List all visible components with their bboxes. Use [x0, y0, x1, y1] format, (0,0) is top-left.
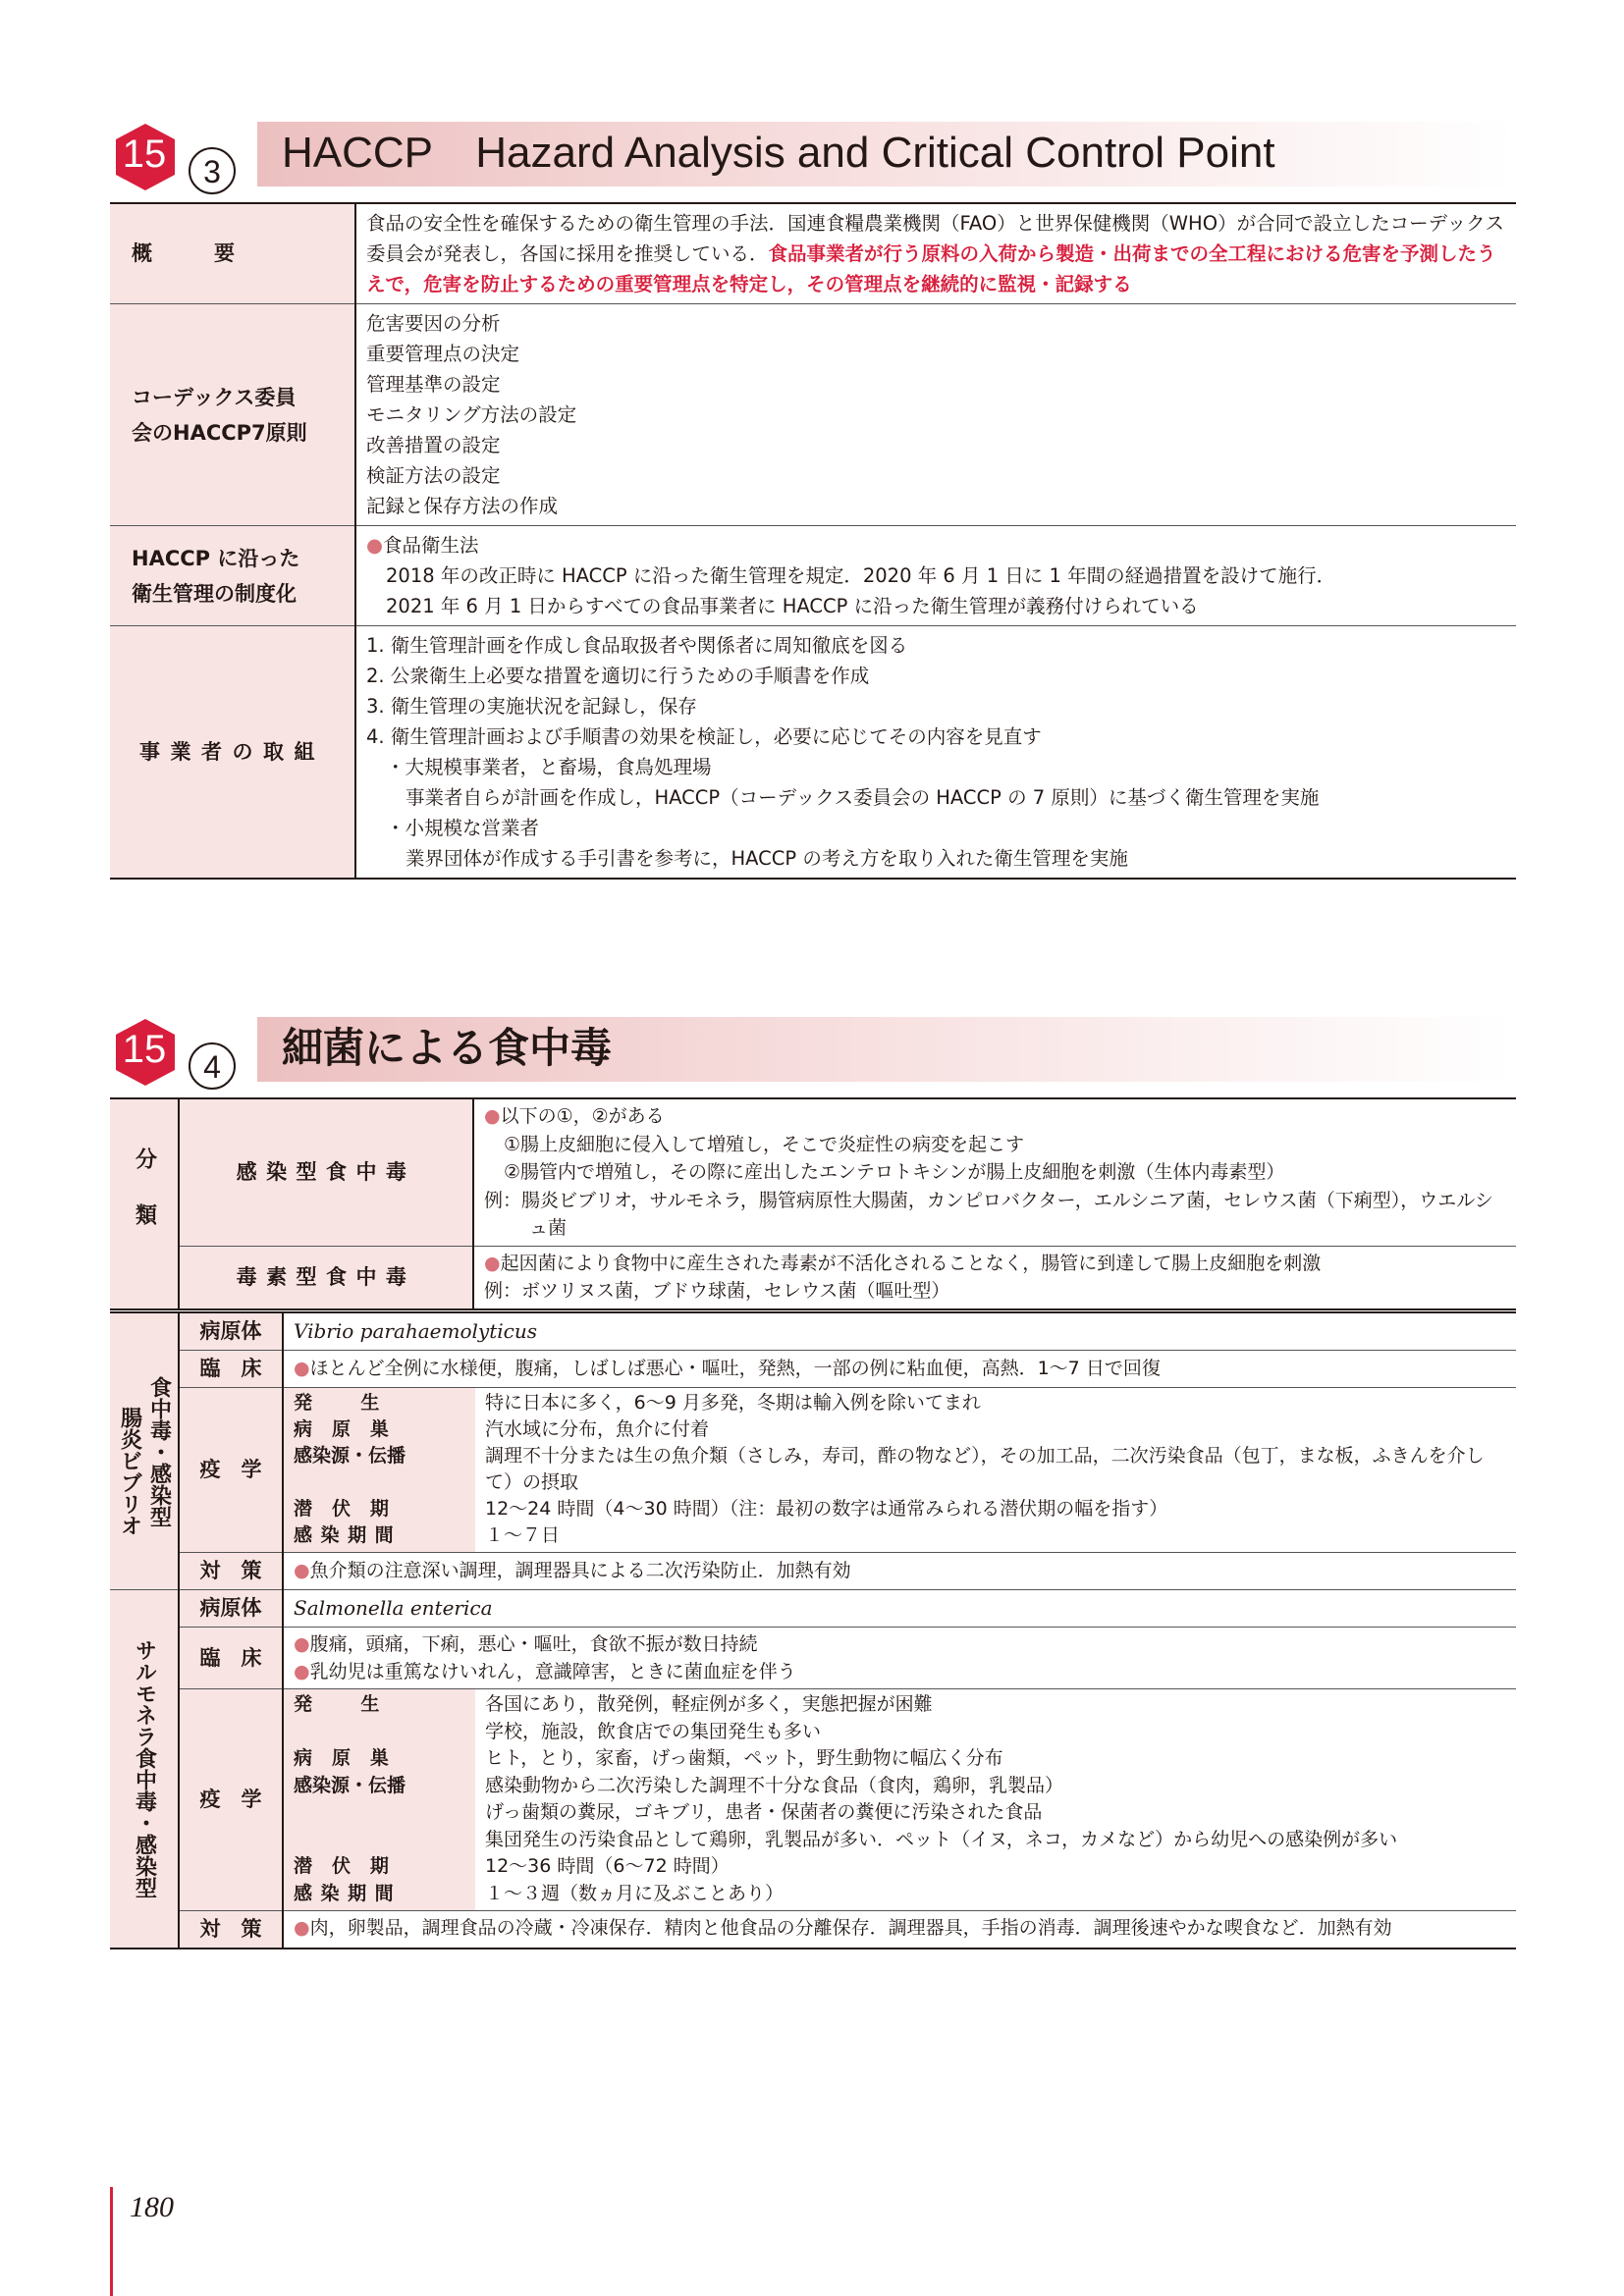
epi-key: 感染期間: [294, 1882, 403, 1904]
classification-table: [110, 1097, 1516, 1310]
system-label-line2: 衛生管理の制度化: [132, 581, 297, 606]
vibrio-measure-row: [110, 1553, 1516, 1590]
vibrio-clinical-text: ほとんど全例に水様便，腹痛，しばしば悪心・嘔吐，発熱，一部の例に粘血便，高熱．1～7 日で回復: [309, 1358, 1161, 1379]
clinical-label: 臨 床: [179, 1628, 283, 1689]
codex-item: 危害要因の分析: [366, 312, 501, 335]
haccp-table: [110, 202, 1516, 880]
bullet-icon: ●: [294, 1917, 310, 1939]
epi-value: ヒト，とり，家畜，げっ歯類，ペット，野生動物に幅広く分布: [485, 1747, 1003, 1769]
salmonella-clinical-line: 乳幼児は重篤なけいれん，意識障害，ときに菌血症を伴う: [309, 1661, 796, 1682]
business-item: 1. 衛生管理計画を作成し食品取扱者や関係者に周知徹底を図る: [366, 634, 908, 657]
pathogen-label: 病原体: [179, 1312, 283, 1351]
infection-row: [110, 1098, 1516, 1246]
codex-item: 管理基準の設定: [366, 373, 501, 396]
toxin-type-label: 毒素型食中毒: [179, 1246, 473, 1309]
codex-item: モニタリング方法の設定: [366, 403, 577, 426]
page-number: 180: [130, 2191, 174, 2223]
section-major-number: 15: [122, 1028, 167, 1071]
system-line: 2021 年 6 月 1 日からすべての食品事業者に HACCP に沿った衛生管理が義務付けられている: [386, 595, 1199, 617]
epi-key: 潜伏期: [294, 1855, 408, 1877]
epi-value: げっ歯類の糞尿，ゴキブリ，患者・保菌者の糞便に汚染された食品: [485, 1801, 1043, 1823]
pathogen-label: 病原体: [179, 1590, 283, 1628]
salmonella-clinical-row: [110, 1628, 1516, 1689]
salmonella-pathogen-row: [110, 1590, 1516, 1628]
epi-value: 特に日本に多く，6～9 月多発，冬期は輸入例を除いてまれ: [485, 1392, 981, 1414]
vibrio-epi-row: [110, 1388, 1516, 1417]
overview-text: 食品の安全性を確保するための衛生管理の手法．国連食糧農業機関（FAO）と世界保健機関（WHO）が合同で設立したコーデックス委員会が発表し，各国に採用を推奨している．: [366, 212, 1504, 265]
measure-label: 対 策: [179, 1553, 283, 1590]
business-label: 事業者の取組: [110, 626, 355, 880]
epi-key: 発生: [294, 1693, 428, 1715]
system-label: [110, 526, 355, 626]
infection-type-label: 感染型食中毒: [179, 1098, 473, 1246]
haccp-codex-row: [110, 304, 1516, 526]
bullet-icon: ●: [294, 1560, 310, 1581]
section-15-4-header: [110, 1011, 1514, 1090]
business-sub-text: 事業者自らが計画を作成し，HACCP（コーデックス委員会の HACCP の 7 原則）に基づく衛生管理を実施: [406, 786, 1320, 809]
business-item: 2. 公衆衛生上必要な措置を適切に行うための手順書を作成: [366, 665, 870, 687]
business-item: 4. 衛生管理計画および手順書の効果を検証し，必要に応じてその内容を見直す: [366, 725, 1042, 748]
salmonella-measure-row: [110, 1911, 1516, 1949]
epi-value: 汽水域に分布，魚介に付着: [485, 1418, 710, 1440]
vibrio-pathogen-row: [110, 1312, 1516, 1351]
bullet-icon: ●: [366, 534, 384, 557]
toxin-line: 起因菌により食物中に産生された毒素が不活化されることなく，腸管に到達して腸上皮細胞を刺激: [500, 1252, 1322, 1274]
codex-item: 重要管理点の決定: [366, 343, 520, 365]
epi-key: 病原巣: [294, 1418, 408, 1440]
vibrio-clinical-row: [110, 1351, 1516, 1388]
overview-label: 概 要: [110, 203, 355, 304]
epi-key: 感染源・伝播: [294, 1774, 406, 1796]
clinical-label: 臨 床: [179, 1351, 283, 1388]
epi-key: 発生: [294, 1392, 428, 1414]
epi-key: 潜伏期: [294, 1498, 408, 1520]
classify-col-label: 分類: [110, 1098, 179, 1309]
section-minor-number: 3: [189, 147, 236, 194]
salmonella-epi-row: [110, 1689, 1516, 1719]
section-title: HACCP Hazard Analysis and Critical Control Point: [282, 129, 1275, 177]
infection-line: 例：腸炎ビブリオ，サルモネラ，腸管病原性大腸菌，カンピロバクター，エルシニア菌，セレウス菌（下痢型），ウエルシュ菌: [484, 1189, 1493, 1239]
infection-line: 以下の①，②がある: [500, 1105, 665, 1127]
epi-key: 感染期間: [294, 1524, 403, 1546]
system-bullet: 食品衛生法: [383, 534, 479, 557]
bullet-icon: ●: [294, 1661, 310, 1682]
codex-item: 改善措置の設定: [366, 434, 501, 456]
haccp-business-row: [110, 626, 1516, 880]
section-minor-number: 4: [189, 1042, 236, 1090]
section-15-3-header: [110, 116, 1514, 194]
codex-item: 検証方法の設定: [366, 464, 501, 487]
haccp-overview-row: [110, 203, 1516, 304]
vibrio-pathogen-name: Vibrio parahaemolyticus: [283, 1312, 1516, 1351]
salmonella-measure-text: 肉，卵製品，調理食品の冷蔵・冷凍保存．精肉と他食品の分離保存．調理器具，手指の消毒．調理後速やかな喫食など．加熱有効: [309, 1917, 1392, 1939]
overview-highlight: 食品事業者が行う原料の入荷から製造・出荷までの全工程における危害を予測したうえで，危害を防止するための重要管理点を特定し，その管理点を継続的に監視・記録する: [366, 242, 1496, 295]
codex-item: 記録と保存方法の作成: [366, 495, 559, 517]
epi-value: 学校，施設，飲食店での集団発生も多い: [485, 1720, 822, 1742]
toxin-row: [110, 1246, 1516, 1309]
infection-line: ①腸上皮細胞に侵入して増殖し，そこで炎症性の病変を起こす: [504, 1133, 1025, 1155]
business-item: 3. 衛生管理の実施状況を記録し，保存: [366, 695, 697, 718]
section-badge: [110, 122, 221, 190]
epi-value: 集団発生の汚染食品として鶏卵，乳製品が多い．ペット（イヌ，ネコ，カメなど）から幼児への感染例が多い: [485, 1828, 1398, 1850]
codex-label: [110, 304, 355, 526]
business-sub-title: ・小規模な営業者: [386, 817, 540, 839]
haccp-system-row: [110, 526, 1516, 626]
toxin-line: 例：ボツリヌス菌，ブドウ球菌，セレウス菌（嘔吐型）: [484, 1280, 950, 1302]
epi-value: １～３週（数ヵ月に及ぶことあり）: [475, 1881, 1516, 1911]
bullet-icon: ●: [294, 1358, 310, 1379]
system-line: 2018 年の改正時に HACCP に沿った衛生管理を規定．2020 年 6 月 1 日に 1 年間の経過措置を設けて施行．: [386, 564, 1336, 587]
codex-label-line1: コーデックス委員: [132, 385, 297, 409]
vibrio-side-label: 食中毒・感染型 腸炎ビブリオ: [110, 1312, 179, 1590]
section-badge: [110, 1017, 221, 1086]
pathogen-table: [110, 1311, 1516, 1949]
bullet-icon: ●: [484, 1252, 501, 1274]
epi-value: 12～24 時間（4～30 時間）（注：最初の数字は通常みられる潜伏期の幅を指す）: [485, 1498, 1168, 1520]
salmonella-pathogen-name: Salmonella enterica: [283, 1590, 1516, 1628]
section-major-number: 15: [122, 133, 167, 176]
epi-value: 12～36 時間（6～72 時間）: [485, 1855, 730, 1877]
codex-label-line2: 会のHACCP7原則: [132, 420, 307, 445]
epidemiology-label: 疫 学: [179, 1388, 283, 1553]
epi-value: １～７日: [475, 1522, 1516, 1553]
business-sub-title: ・大規模事業者，と畜場，食鳥処理場: [386, 756, 712, 778]
epi-key: 病原巣: [294, 1747, 408, 1769]
section-title: 細菌による食中毒: [282, 1024, 613, 1072]
epi-key: 感染源・伝播: [294, 1445, 406, 1467]
epi-value: 感染動物から二次汚染した調理不十分な食品（食肉，鶏卵，乳製品）: [485, 1774, 1064, 1796]
infection-line: ②腸管内で増殖し，その際に産出したエンテロトキシンが腸上皮細胞を刺激（生体内毒素型）: [504, 1161, 1285, 1183]
bullet-icon: ●: [484, 1105, 501, 1127]
bullet-icon: ●: [294, 1633, 310, 1655]
epi-value: 調理不十分または生の魚介類（さしみ，寿司，酢の物など），その加工品，二次汚染食品（包丁，まな板，ふきんを介して）の摂取: [485, 1445, 1485, 1493]
salmonella-clinical-line: 腹痛，頭痛，下痢，悪心・嘔吐，食欲不振が数日持続: [309, 1633, 758, 1655]
system-label-line1: HACCP に沿った: [132, 546, 300, 570]
salmonella-side-label: サルモネラ食中毒・感染型: [110, 1590, 179, 1949]
epi-value: 各国にあり，散発例，軽症例が多く，実態把握が困難: [485, 1693, 933, 1715]
measure-label: 対 策: [179, 1911, 283, 1949]
vibrio-measure-text: 魚介類の注意深い調理，調理器具による二次汚染防止．加熱有効: [309, 1560, 851, 1581]
footer-accent-bar: [110, 2187, 113, 2296]
epidemiology-label: 疫 学: [179, 1689, 283, 1911]
business-sub-text: 業界団体が作成する手引書を参考に，HACCP の考え方を取り入れた衛生管理を実施: [406, 847, 1128, 870]
